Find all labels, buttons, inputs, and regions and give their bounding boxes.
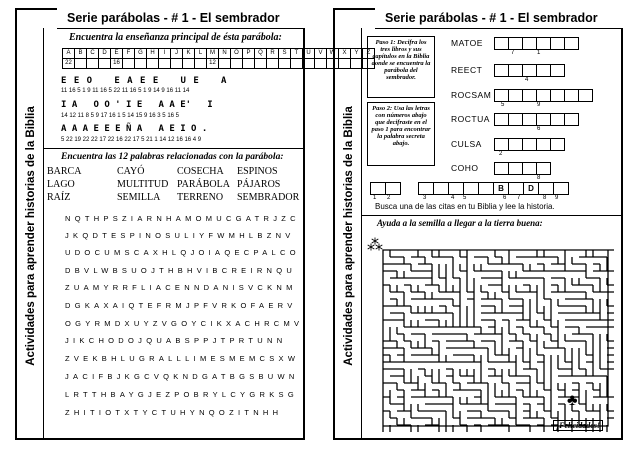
box-number: 1 [537, 50, 541, 56]
word-item: PÁJAROS [237, 179, 281, 190]
alphabet-cell: B [74, 48, 87, 59]
wordsearch-heading: Encuentra las 12 palabras relacionadas con la parábola: [61, 152, 284, 162]
secret-num: 8 [543, 195, 547, 201]
alphabet-cell: N [218, 48, 231, 59]
alphabet-cell: Z [362, 48, 375, 59]
alphabet-cell: T [290, 48, 303, 59]
answer-boxes[interactable] [495, 138, 565, 151]
box-number: 8 [537, 175, 541, 181]
cipher-line-2: I A O O ' I E A A E' I [61, 100, 213, 110]
secret-num: 2 [387, 195, 391, 201]
word-item: SEMBRADOR [237, 192, 300, 203]
grid-row: ZVEKBHLUGRALLLIMESMEMCSXW [65, 354, 300, 363]
box-number: 4 [525, 77, 529, 83]
alphabet-cell: U [302, 48, 315, 59]
alphabet-cell: C [86, 48, 99, 59]
word-item: RAÍZ [47, 192, 71, 203]
box-number: 2 [499, 151, 503, 157]
box-number: 6 [537, 126, 541, 132]
word-item: ESPINOS [237, 166, 278, 177]
alphabet-cell: R [266, 48, 279, 59]
side-label: Actividades para aprender historias de la Biblia [25, 106, 37, 366]
grid-row: JKQDTESPINOSULIYFWMHLBZNV [65, 231, 295, 240]
secret-num: 9 [555, 195, 559, 201]
answer-boxes[interactable] [495, 162, 551, 175]
grid-row: OGYRMDXUYZVGOYCIKXACHRCMV [65, 319, 304, 328]
secret-num: 3 [423, 195, 427, 201]
alphabet-cell: Y [350, 48, 363, 59]
maze[interactable] [363, 230, 618, 432]
cipher-line-1-nums: 11 16 5 1 9 11 16 5 22 11 16 5 1 9 14 9 16 11 14 [61, 88, 190, 94]
side-label: Actividades para aprender historias de la Biblia [343, 106, 355, 366]
secret-num: 1 [373, 195, 377, 201]
alphabet-cell: D [98, 48, 111, 59]
answer-boxes[interactable] [495, 64, 565, 77]
left-page [15, 8, 371, 440]
right-page [333, 8, 623, 440]
secret-num: 7 [517, 195, 521, 201]
alphabet-cell: Q [254, 48, 267, 59]
word-item: PARÁBOLA [177, 179, 230, 190]
alphabet-cell: L [194, 48, 207, 59]
alphabet-codes-row [63, 58, 375, 69]
word-item: BARCA [47, 166, 82, 177]
word-item: COSECHA [177, 166, 224, 177]
alphabet-cell: J [170, 48, 183, 59]
secret-word-boxes-a[interactable] [371, 182, 401, 195]
box-number: 9 [537, 102, 541, 108]
step-1-box: Paso 1: Decifra los tres libros y sus capítulos en la Biblia donde se encuentra la parábola del sembrador. [367, 36, 435, 98]
scramble-word: CULSA [451, 139, 482, 149]
page-title: Serie parábolas - # 1 - El sembrador [375, 8, 623, 29]
box-number: 5 [501, 102, 505, 108]
alphabet-cell: P [242, 48, 255, 59]
maze-walls [383, 250, 614, 432]
secret-word-boxes-b[interactable]: B D [419, 182, 569, 195]
scramble-word: ROCSAM [451, 90, 492, 100]
alphabet-cell: O [230, 48, 243, 59]
felicidades-label: ¡Felicidades! [553, 420, 603, 431]
grid-row: UDOCUMSCAXHLQJOIAQECPALCO [65, 248, 300, 257]
alphabet-cell: M [206, 48, 219, 59]
secret-num: 4 [451, 195, 455, 201]
cipher-heading: Encuentra la enseñanza principal de ésta parábola: [69, 32, 282, 43]
answer-boxes[interactable] [495, 113, 579, 126]
grid-row: NQTHPSZIARNHAMOMUCGATRJZC [65, 214, 300, 223]
alphabet-cell: I [158, 48, 171, 59]
answer-boxes[interactable] [495, 89, 593, 102]
word-item: LAGO [47, 179, 75, 190]
word-item: CAYÓ [117, 166, 145, 177]
grid-row: ZHITIOTXTYCTUHYNQOZITNHH [65, 408, 283, 417]
code-cell[interactable]: 22 [62, 58, 75, 69]
answer-boxes[interactable] [495, 37, 579, 50]
alphabet-cell: H [146, 48, 159, 59]
answer-caption: Busca una de las citas en tu Biblia y lee la historia. [375, 202, 555, 211]
grid-row: DGKAXAIQTEFRMJPFVRKOFAERV [65, 301, 297, 310]
grid-row: JACIFBJKGCVQKNDGATBGSBUWN [65, 372, 299, 381]
page-title: Serie parábolas - # 1 - El sembrador [57, 8, 305, 29]
scramble-word: MATOE [451, 38, 483, 48]
grid-row: DBVLWBSUOJTHBHVIBCREIRNQU [65, 266, 297, 275]
alphabet-cell: W [326, 48, 339, 59]
secret-num: 5 [463, 195, 467, 201]
cipher-line-1: E E O E A E E U E A [61, 76, 227, 86]
alphabet-cell: G [134, 48, 147, 59]
scramble-word: REECT [451, 65, 483, 75]
cipher-line-3: A A A E E E Ñ A A E I O . [61, 124, 208, 134]
scramble-word: COHO [451, 163, 479, 173]
plant-icon: ♣ [567, 392, 578, 409]
cipher-line-2-nums: 14 12 11 8 5 9 17 16 1 5 14 15 9 16 3 5 16 5 [61, 113, 179, 119]
scramble-word: ROCTUA [451, 114, 490, 124]
cipher-line-3-nums: 5 22 19 22 22 17 22 16 22 17 5 21 1 14 12 16 16 4 9 [61, 137, 202, 143]
alphabet-cell: E [110, 48, 123, 59]
alphabet-cell: K [182, 48, 195, 59]
word-item: MULTITUD [117, 179, 169, 190]
seed-icon: ⁂ [367, 237, 383, 254]
code-cell[interactable]: 16 [110, 58, 123, 69]
alphabet-cell: V [314, 48, 327, 59]
code-cell[interactable]: 12 [206, 58, 219, 69]
secret-num: 6 [503, 195, 507, 201]
alphabet-cell: S [278, 48, 291, 59]
grid-row: LRTTHBAYGJEZPOBRYLCYGRKSG [65, 390, 298, 399]
grid-row: ZUAMYRRFLIACENNDANISVCKNM [65, 283, 297, 292]
word-item: TERRENO [177, 192, 224, 203]
maze-heading: Ayuda a la semilla a llegar a la tierra buena: [377, 218, 543, 228]
step-2-box: Paso 2: Usa las letras con números abajo que decifraste en el paso 1 para encontrar la palabra secreta abajo. [367, 102, 435, 166]
box-number: 7 [511, 50, 515, 56]
word-item: SEMILLA [117, 192, 161, 203]
grid-row: JIKCHODOJQUABSPPJTPRTUNN [65, 336, 287, 345]
alphabet-cell: F [122, 48, 135, 59]
alphabet-cell: X [338, 48, 351, 59]
alphabet-cell: A [62, 48, 75, 59]
